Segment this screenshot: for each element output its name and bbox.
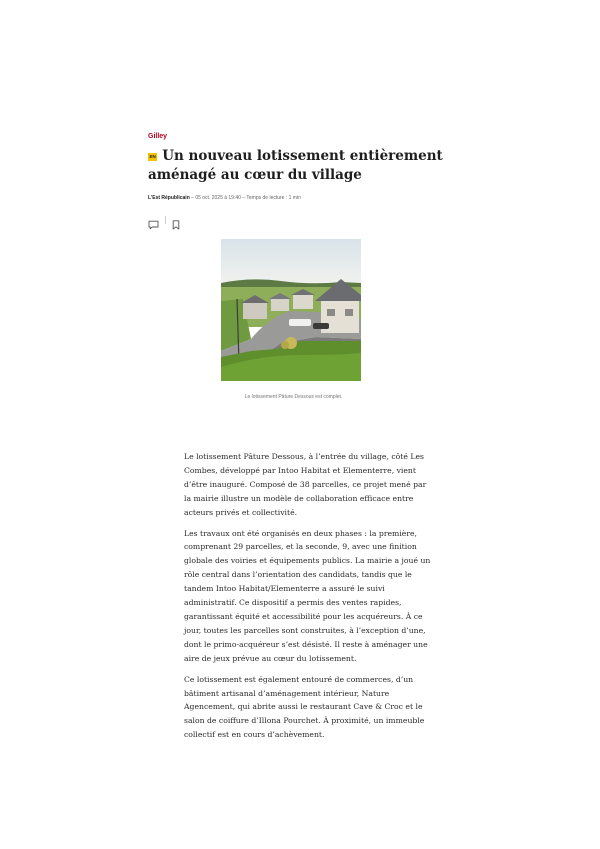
article-paragraph: Les travaux ont été organisés en deux phases : la première, comprenant 29 parcelles, et la seconde, 9, avec une finition globale des voiries et équipements publics. La mairie a joué un rôle central dans l’orientation des candidats, tandis que le tandem Intoo Habitat/Elementerre a assuré le suivi administratif. Ce dispositif a permis des ventes rapides, garantissant équité et accessibilité pour les acquéreurs. À ce jour, toutes les parcelles sont construites, à l’exception d’une, dont le primo-acquéreur s’est désisté. Il reste à aménager une aire de jeux prévue au cœur du lotissement. [184, 528, 431, 663]
article-body [184, 450, 431, 749]
bookmark-icon[interactable] [172, 215, 180, 234]
subscriber-badge: EN [149, 154, 156, 159]
article-photo [221, 239, 361, 381]
article-date-readtime: – 05 oct. 2025 à 19:40 – Temps de lecture : 1 min [189, 195, 301, 201]
kicker-link[interactable]: Gilley [148, 133, 168, 140]
article-paragraph: Le lotissement Pâture Dessous, à l’entrée du village, côté Les Combes, développé par Intoo Habitat et Elementerre, vient d’être inauguré. Composé de 38 parcelles, ce projet mené par la mairie illustre un modèle de collaboration efficace entre acteurs privés et collectivité. [184, 452, 427, 517]
article-meta [148, 195, 301, 201]
article-title [148, 147, 448, 185]
article-source: L'Est Républicain [148, 195, 190, 201]
article-title-text: Un nouveau lotissement entièrement aménagé au cœur du village [148, 148, 443, 183]
article-paragraph: Ce lotissement est également entouré de commerces, d’un bâtiment artisanal d’aménagement intérieur, Nature Agencement, qui abrite aussi le restaurant Cave & Croc et le salon de coiffure d’Illona Pourchet. À proximité, un immeuble collectif est en cours d’achèvement. [184, 674, 425, 740]
actions-divider [165, 216, 166, 224]
photo-caption: Le lotissement Pâture Dessous est complet. [244, 394, 343, 400]
comment-icon[interactable] [148, 215, 159, 234]
